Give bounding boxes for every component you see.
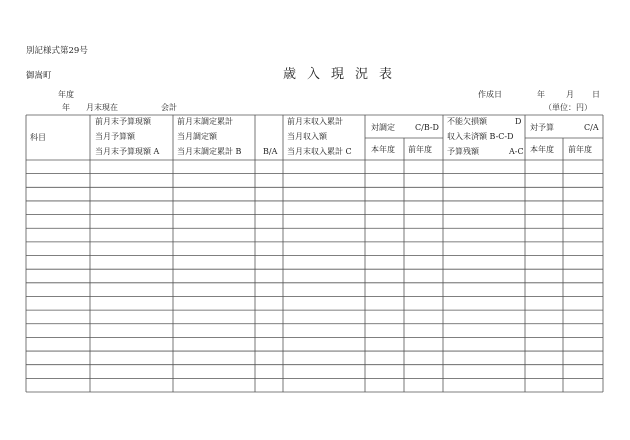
col-budget-total: 当月末予算現額 A [95,147,160,156]
col-vs-budget-this-year: 本年度 [530,145,554,154]
period-year-label: 年 [62,103,70,112]
col-budget-this: 当月予算額 [95,132,135,141]
fiscal-year-label: 年度 [58,90,74,99]
col-rec-this: 当月収入額 [287,132,327,141]
col-subject: 科目 [30,133,46,142]
account-label: 会計 [161,103,177,112]
unit-label: （単位：円） [544,103,592,112]
created-year-label: 年 [537,90,545,99]
created-date-label: 作成日 [478,90,502,99]
col-deficit-code: D [515,117,522,126]
col-vs-adj-formula: C/B-D [415,123,439,132]
col-vs-budget-last-year: 前年度 [568,145,592,154]
col-vs-adj-this-year: 本年度 [371,145,395,154]
col-vs-budget: 対予算 [530,123,554,132]
col-vs-adj-last-year: 前年度 [408,145,432,154]
town-name: 御嵩町 [26,71,52,81]
as-of-label: 月末現在 [86,103,118,112]
col-adj-prev: 前月末調定累計 [177,117,233,126]
form-number: 別記様式第29号 [26,46,88,56]
col-adj-this: 当月調定額 [177,132,217,141]
col-rec-prev: 前月末収入累計 [287,117,343,126]
col-budget-prev: 前月末予算現額 [95,117,151,126]
col-budget-remaining-formula: A-C [509,147,524,156]
created-day-label: 日 [592,90,600,99]
created-month-label: 月 [566,90,574,99]
col-uncollected: 収入未済額 B-C-D [447,132,514,141]
col-vs-budget-formula: C/A [584,123,599,132]
col-adj-total: 当月末調定累計 B [177,147,242,156]
col-budget-remaining: 予算残額 [447,147,479,156]
col-rec-total: 当月末収入累計 C [287,147,352,156]
col-ratio-ba: B/A [263,147,278,156]
page-title: 歳入現況表 [283,67,404,82]
col-deficit: 不能欠損額 [447,117,487,126]
col-vs-adj: 対調定 [371,123,395,132]
